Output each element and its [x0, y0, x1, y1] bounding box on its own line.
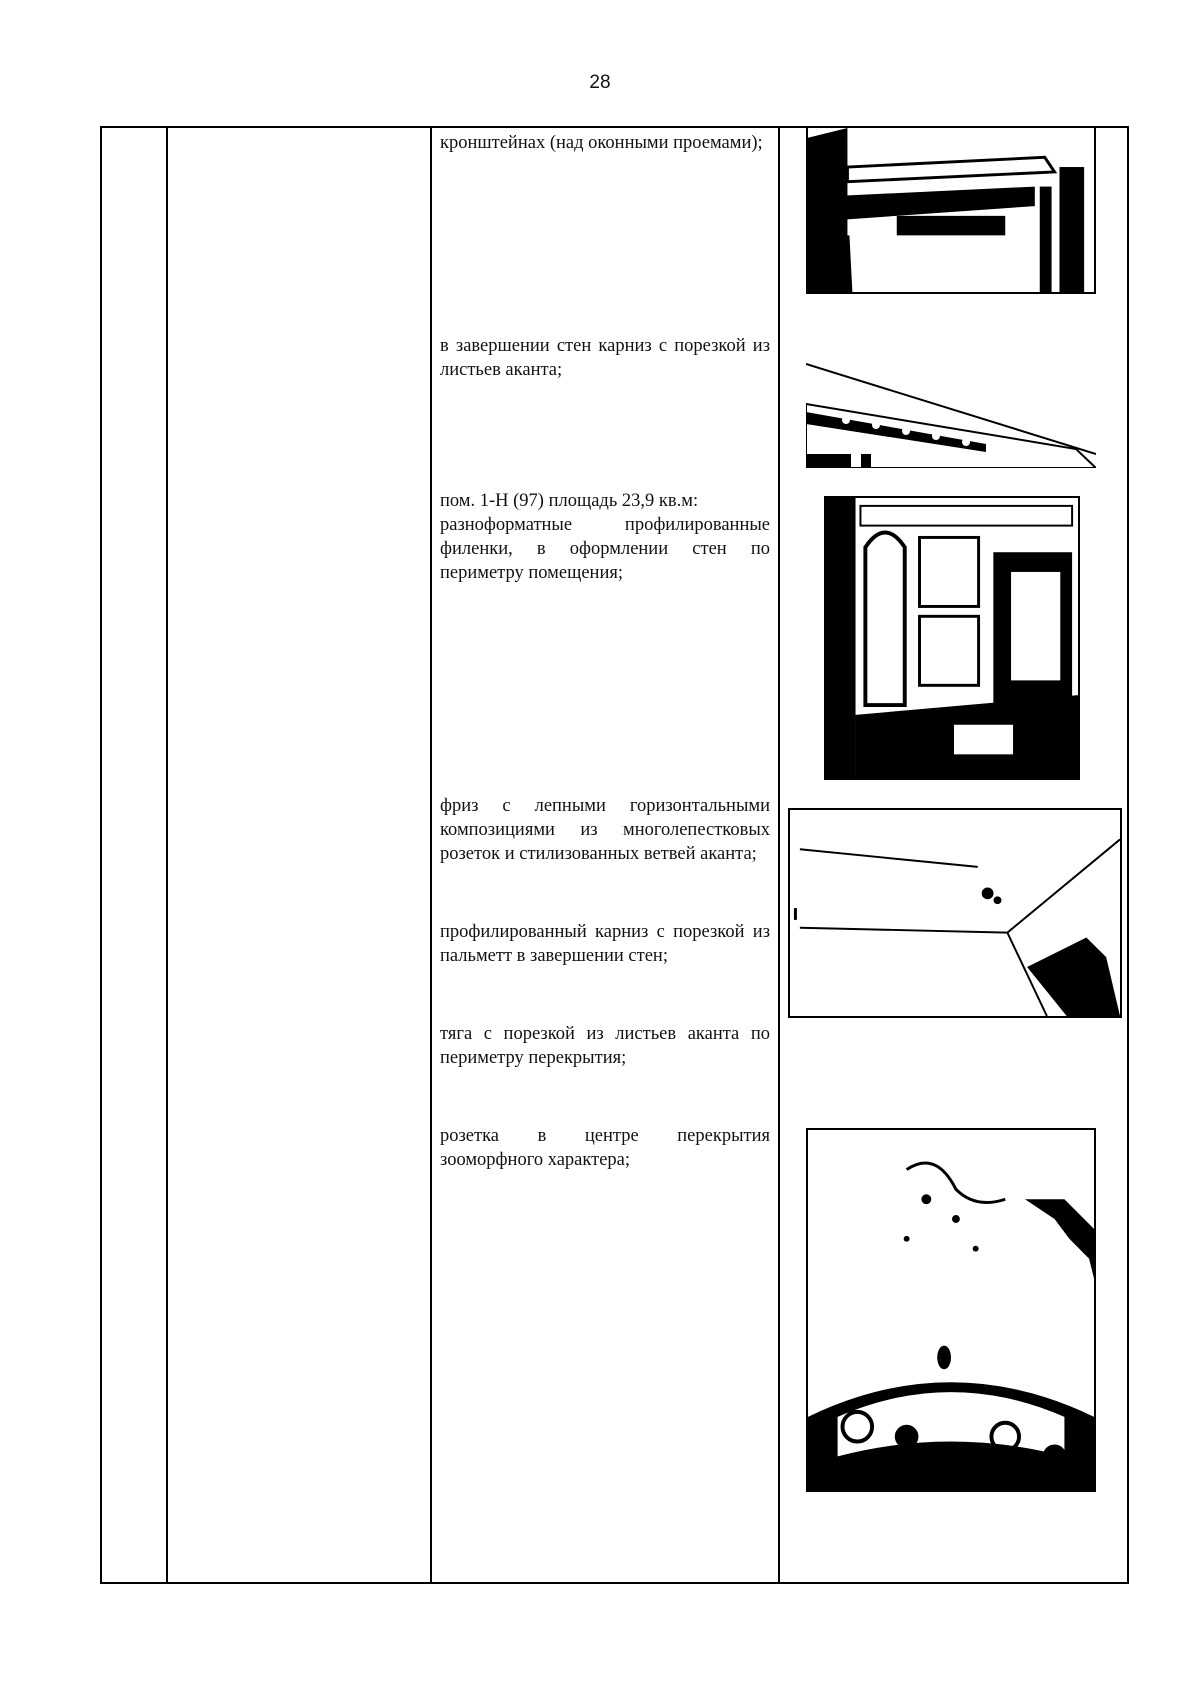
entry-text-7: розетка в центре перекрытия зооморфного характера;: [440, 1126, 770, 1170]
photo-frieze-ceiling: [788, 808, 1122, 1018]
entry-3: [440, 489, 770, 585]
entry-text-5: профилированный карниз с порезкой из пальметт в завершении стен;: [440, 922, 770, 966]
entry-text-3: разноформатные профилированные филенки, в оформлении стен по периметру помещения;: [440, 515, 770, 583]
page-number: 28: [589, 72, 611, 93]
entry-text-2: в завершении стен карниз с порезкой из листьев аканта;: [440, 336, 770, 380]
column-divider-3: [778, 128, 780, 1582]
entry-text-6: тяга с порезкой из листьев аканта по периметру перекрытия;: [440, 1024, 770, 1068]
photo-acanthus-cornice: [806, 324, 1096, 468]
photo-ceiling-rosette: [806, 1128, 1096, 1492]
entry-heading-3: пом. 1-Н (97) площадь 23,9 кв.м:: [440, 491, 699, 511]
entry-text-1: кронштейнах (над оконными проемами);: [440, 133, 763, 153]
entry-text-4: фриз с лепными горизонтальными композициями из многолепестковых розеток и стилизованных ветвей аканта;: [440, 796, 770, 864]
column-divider-1: [166, 128, 168, 1582]
column-divider-2: [430, 128, 432, 1582]
photo-bracket-lintel: [806, 126, 1096, 294]
photo-room-panels: [824, 496, 1080, 780]
